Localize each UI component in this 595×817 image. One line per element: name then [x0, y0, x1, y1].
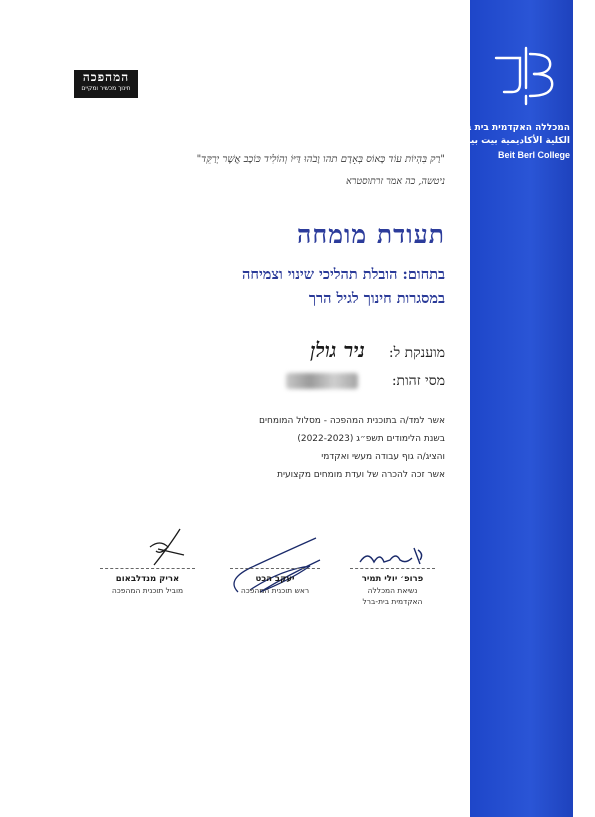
college-name-arabic: الكلية الأكاديمية بيت بيرل: [457, 136, 570, 146]
hamahapecha-logo-subtitle: חינוך מכשיר ומקיים: [81, 85, 131, 92]
signatory-name: יעקב הכט: [255, 574, 295, 584]
body-text-line: אשר למד/ה בתוכנית המהפכה - מסלול המומחים: [259, 416, 445, 426]
redacted-id-number: [286, 373, 358, 389]
field-of-expertise-line-1: בתחום: הובלת תהליכי שינוי וצמיחה: [242, 266, 445, 283]
hamahapecha-logo-title: המהפכה: [82, 70, 130, 84]
signature-tamir: [350, 540, 435, 570]
signatory-name: פרופ׳ יולי תמיר: [361, 574, 424, 584]
awarded-to-label: מוענקת ל:: [388, 345, 445, 361]
signatory-role: מוביל תוכנית המהפכה: [111, 586, 184, 595]
body-text-line: בשנת הלימודים תשפ״ג (2022-2023): [297, 434, 445, 444]
signatory-role: ראש תוכנית המהפכה: [240, 586, 310, 595]
signature-line: [230, 568, 320, 569]
signature-line: [350, 568, 435, 569]
signature-mandelbaum: [130, 525, 190, 570]
page-edge: [573, 0, 595, 817]
certificate-title: תעודת מומחה: [297, 220, 445, 249]
id-number-label: מסי זהות:: [391, 373, 445, 389]
body-text-line: אשר זכה להכרה של ועדת מומחים מקצועית: [277, 470, 445, 480]
field-of-expertise-line-2: במסגרות חינוך לגיל הרך: [308, 290, 445, 307]
opening-quote: "רַק בִּהְיוֹת עוֹד כָּאוֹס בְּאָדָם תהו וָבֹהוּ דַּיּוֹ וְהוֹלִיד כּוֹכָב אֲשֶׁר יְרַקֵּד": [196, 154, 445, 165]
signatory-role: נשיאת המכללה: [367, 586, 418, 595]
body-text-line: והציג/ה גוף עבודה מעשי ואקדמי: [321, 452, 445, 462]
signature-line: [100, 568, 195, 569]
signatory-name: אריק מנדלבאום: [115, 574, 180, 584]
college-name-english: Beit Berl College: [497, 150, 570, 160]
signatory-role: האקדמית בית-ברל: [362, 597, 423, 606]
beit-berl-logo-icon: [490, 40, 560, 110]
college-name-hebrew: המכללה האקדמית בית ברל: [455, 123, 570, 133]
recipient-name: ניר גולן: [310, 338, 365, 362]
quote-attribution: ניטשה, כה אמר זרתוסטרא: [346, 176, 445, 187]
hamahapecha-logo: [74, 70, 138, 98]
